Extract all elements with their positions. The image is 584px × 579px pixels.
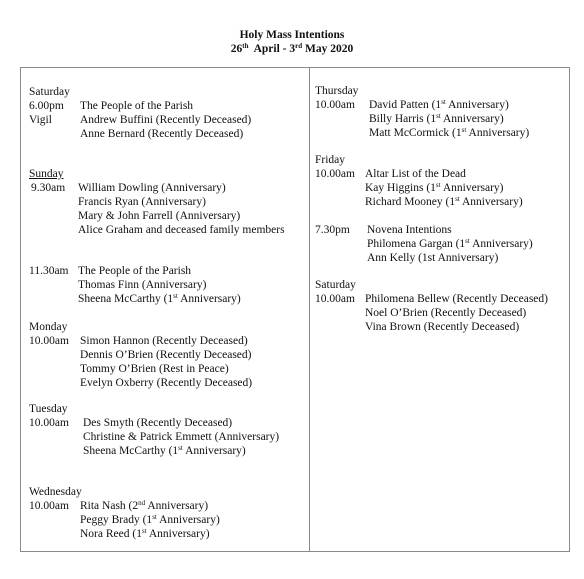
day-sunday: Sunday bbox=[29, 168, 64, 180]
intention: Sheena McCarthy (1st Anniversary) bbox=[78, 292, 241, 305]
intention: Andrew Buffini (Recently Deceased) bbox=[80, 114, 252, 126]
intention: Anne Bernard (Recently Deceased) bbox=[80, 128, 244, 140]
intention: The People of the Parish bbox=[78, 265, 192, 277]
intention: David Patten (1st Anniversary) bbox=[369, 98, 509, 111]
time: 10.00am bbox=[29, 417, 69, 429]
intention: Billy Harris (1st Anniversary) bbox=[369, 112, 504, 125]
intention: Kay Higgins (1st Anniversary) bbox=[365, 181, 504, 194]
intention: The People of the Parish bbox=[80, 100, 194, 112]
page-title: Holy Mass Intentions bbox=[239, 29, 345, 41]
intention: Philomena Bellew (Recently Deceased) bbox=[365, 293, 548, 305]
time: 10.00am bbox=[29, 335, 69, 347]
intention: Evelyn Oxberry (Recently Deceased) bbox=[80, 377, 253, 389]
day-saturday: Saturday bbox=[315, 279, 356, 291]
intention: Thomas Finn (Anniversary) bbox=[78, 279, 207, 291]
column-divider bbox=[309, 67, 310, 552]
intention: Matt McCormick (1st Anniversary) bbox=[369, 126, 530, 139]
intention: Vina Brown (Recently Deceased) bbox=[365, 321, 520, 333]
date-range: 26th April - 3rd May 2020 bbox=[230, 42, 354, 55]
intention: Francis Ryan (Anniversary) bbox=[78, 196, 206, 208]
intention: Sheena McCarthy (1st Anniversary) bbox=[83, 444, 246, 457]
intention: Rita Nash (2nd Anniversary) bbox=[80, 499, 209, 512]
intention: Nora Reed (1st Anniversary) bbox=[80, 527, 210, 540]
time: 10.00am bbox=[315, 293, 355, 305]
intention: Dennis O’Brien (Recently Deceased) bbox=[80, 349, 252, 361]
intention: Noel O’Brien (Recently Deceased) bbox=[365, 307, 527, 319]
intention: Ann Kelly (1st Anniversary) bbox=[367, 252, 499, 264]
intention: Peggy Brady (1st Anniversary) bbox=[80, 513, 220, 526]
day-tuesday: Tuesday bbox=[29, 403, 68, 415]
intention: William Dowling (Anniversary) bbox=[78, 182, 226, 194]
vigil-label: Vigil bbox=[29, 114, 52, 126]
day-thursday: Thursday bbox=[315, 85, 359, 97]
intention: Philomena Gargan (1st Anniversary) bbox=[367, 237, 533, 250]
time: 6.00pm bbox=[29, 100, 64, 112]
time: 7.30pm bbox=[315, 224, 350, 236]
intention: Richard Mooney (1st Anniversary) bbox=[365, 195, 523, 208]
intention: Alice Graham and deceased family members bbox=[78, 224, 285, 236]
intention: Tommy O’Brien (Rest in Peace) bbox=[80, 363, 229, 375]
day-wednesday: Wednesday bbox=[29, 486, 82, 498]
time: 10.00am bbox=[315, 168, 355, 180]
intention: Novena Intentions bbox=[367, 224, 452, 236]
day-friday: Friday bbox=[315, 154, 346, 166]
day-saturday-vigil: Saturday bbox=[29, 86, 70, 98]
intention: Altar List of the Dead bbox=[365, 168, 466, 180]
time: 11.30am bbox=[29, 265, 69, 277]
time: 9.30am bbox=[31, 182, 66, 194]
time: 10.00am bbox=[315, 99, 355, 111]
intention: Christine & Patrick Emmett (Anniversary) bbox=[83, 431, 280, 443]
day-monday: Monday bbox=[29, 321, 68, 333]
time: 10.00am bbox=[29, 500, 69, 512]
intention: Des Smyth (Recently Deceased) bbox=[83, 417, 233, 429]
intention: Simon Hannon (Recently Deceased) bbox=[80, 335, 248, 347]
intention: Mary & John Farrell (Anniversary) bbox=[78, 210, 241, 222]
